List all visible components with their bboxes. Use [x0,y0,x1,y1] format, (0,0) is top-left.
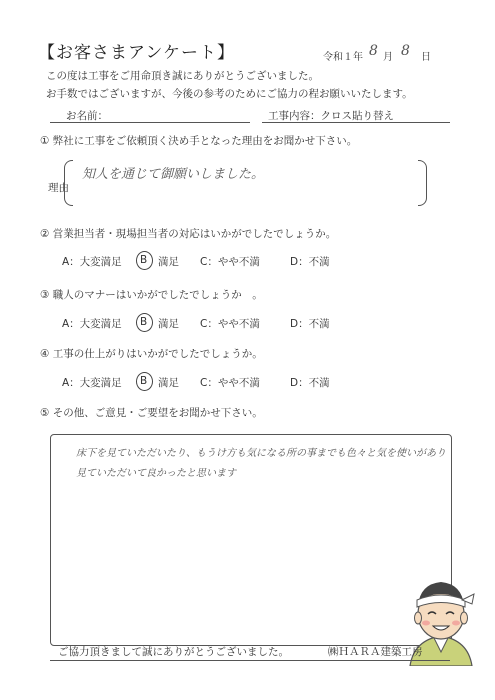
q4-option-c[interactable]: C：やや不満 [200,377,260,389]
reason-label: 理由 [48,182,69,194]
q3-option-b[interactable]: 満足 [158,318,179,330]
intro-line-2: お手数ではございますが、今後の参考のためにご協力の程お願いいたします。 [46,88,413,100]
day-unit: 日 [421,52,431,63]
q4-option-b-letter[interactable]: B [140,375,148,387]
reason-bracket-left [64,160,73,206]
comment-answer-line-1[interactable]: 床下を見ていただいたり、もうけ方も気になる所の事までも色々と気を使いがあり [76,448,446,459]
q2-option-b[interactable]: 満足 [158,256,179,268]
survey-title: 【お客さまアンケート】 [38,43,235,63]
q2-option-c[interactable]: C：やや不満 [200,256,260,268]
question-2: ② 営業担当者・現場担当者の対応はいかがでしたでしょうか。 [40,228,337,240]
intro-line-1: この度は工事をご用命頂き誠にありがとうございました。 [46,70,319,82]
work-content-label: 工事内容：クロス貼り替え [268,110,394,122]
question-1: ① 弊社に工事をご依頼頂く決め手となった理由をお聞かせ下さい。 [40,135,358,147]
q4-option-a[interactable]: A：大変満足 [62,377,122,389]
work-underline [262,122,450,123]
q3-option-a[interactable]: A：大変満足 [62,318,122,330]
era-label: 令和１年 [323,52,363,63]
name-label: お名前： [66,110,108,122]
month-value[interactable]: 8 [369,43,378,59]
thanks-message: ご協力頂きまして誠にありがとうございました。 [58,646,289,658]
q3-option-d[interactable]: D：不満 [290,318,330,330]
q4-option-b[interactable]: 満足 [158,377,179,389]
q2-option-a[interactable]: A：大変満足 [62,256,122,268]
question-4: ④ 工事の仕上がりはいかがでしたでしょうか。 [40,348,263,360]
month-unit: 月 [383,52,393,63]
question-3: ③ 職人のマナーはいかがでしたでしょうか 。 [40,289,263,301]
reason-answer[interactable]: 知人を通じて御願いしました。 [82,167,265,182]
q3-option-c[interactable]: C：やや不満 [200,318,260,330]
q3-option-b-letter[interactable]: B [140,316,148,328]
name-underline[interactable] [50,122,250,123]
q2-option-d[interactable]: D：不満 [290,256,330,268]
question-5: ⑤ その他、ご意見・ご要望をお聞かせ下さい。 [40,407,263,419]
company-name: ㈱ＨＡＲＡ建築工房 [328,646,423,658]
q4-option-d[interactable]: D：不満 [290,377,330,389]
reason-bracket-right [418,160,427,206]
day-value[interactable]: 8 [401,43,410,59]
footer-line [50,660,450,661]
comment-answer-line-2[interactable]: 見ていただいて良かったと思います [76,468,236,479]
q2-option-b-letter[interactable]: B [140,254,148,266]
